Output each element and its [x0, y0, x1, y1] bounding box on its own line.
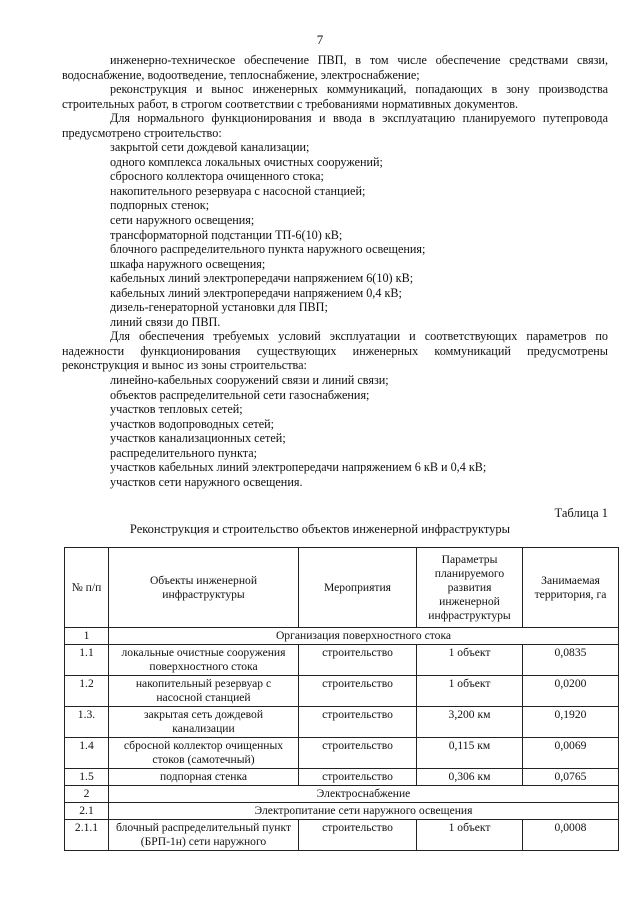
list-item: объектов распределительной сети газоснабжения;: [110, 387, 370, 402]
header-measures: Мероприятия: [299, 548, 417, 628]
parameter: 1 объект: [417, 645, 523, 676]
parameter: 3,200 км: [417, 707, 523, 738]
body-text: [62, 53, 608, 489]
parameter: 1 объект: [417, 820, 523, 851]
territory: 0,0008: [523, 820, 619, 851]
header-number: № п/п: [65, 548, 109, 628]
list-item: подпорных стенок;: [110, 198, 210, 213]
list-item: трансформаторной подстанции ТП-6(10) кВ;: [110, 227, 343, 242]
row-number: 1.1: [65, 645, 109, 676]
infrastructure-table: [64, 547, 619, 851]
list-item: линий связи до ПВП.: [110, 314, 221, 329]
measure: строительство: [299, 676, 417, 707]
list-item: одного комплекса локальных очистных сооружений;: [110, 154, 383, 169]
table-section-row: [65, 803, 619, 820]
territory: 0,0765: [523, 769, 619, 786]
list-item: шкафа наружного освещения;: [110, 256, 266, 271]
list-item: участков тепловых сетей;: [110, 402, 243, 417]
parameter: 1 объект: [417, 676, 523, 707]
table-row: [65, 820, 619, 851]
list-item: блочного распределительного пункта наружного освещения;: [110, 242, 426, 257]
object-name: накопительный резервуар с насосной станцией: [109, 676, 299, 707]
object-name: сбросной коллектор очищенных стоков (самотечный): [109, 738, 299, 769]
list-item: участков водопроводных сетей;: [110, 416, 275, 431]
section-title: Электропитание сети наружного освещения: [109, 803, 619, 820]
parameter: 0,306 км: [417, 769, 523, 786]
list-item: закрытой сети дождевой канализации;: [110, 140, 310, 155]
row-number: 1.3.: [65, 707, 109, 738]
territory: 0,0835: [523, 645, 619, 676]
page-number: 7: [316, 32, 324, 47]
row-number: 1.5: [65, 769, 109, 786]
list-item: кабельных линий электропередачи напряжением 0,4 кВ;: [110, 285, 402, 300]
object-name: локальные очистные сооружения поверхностного стока: [109, 645, 299, 676]
list-item: накопительного резервуара с насосной станцией;: [110, 183, 366, 198]
parameter: 0,115 км: [417, 738, 523, 769]
section-number: 2: [65, 786, 109, 803]
list-item: сбросного коллектора очищенного стока;: [110, 169, 324, 184]
table-row: [65, 738, 619, 769]
measure: строительство: [299, 707, 417, 738]
table-body: [65, 628, 619, 851]
table-section-row: [65, 786, 619, 803]
list-item: дизель-генераторной установки для ПВП;: [110, 300, 328, 315]
list-item: сети наружного освещения;: [110, 213, 255, 228]
header-object: Объекты инженерной инфраструктуры: [109, 548, 299, 628]
measure: строительство: [299, 645, 417, 676]
territory: 0,1920: [523, 707, 619, 738]
row-number: 1.4: [65, 738, 109, 769]
measure: строительство: [299, 769, 417, 786]
section-number: 2.1: [65, 803, 109, 820]
paragraph: Для обеспечения требуемых условий эксплуатации и соответствующих параметров по надежности функционирования существующих инженерных коммуникаций предусмотрены реконструкция и вынос из зоны строительства:: [62, 329, 608, 373]
list-item: участков сети наружного освещения.: [110, 474, 303, 489]
table-title: Реконструкция и строительство объектов инженерной инфраструктуры: [129, 522, 511, 536]
table-row: [65, 676, 619, 707]
row-number: 1.2: [65, 676, 109, 707]
header-territory: Занимаемая территория, га: [523, 548, 619, 628]
table-row: [65, 769, 619, 786]
territory: 0,0069: [523, 738, 619, 769]
paragraph: Для нормального функционирования и ввода в эксплуатацию планируемого путепровода предусмотрено строительство:: [62, 111, 608, 140]
section-title: Электроснабжение: [109, 786, 619, 803]
list-item: линейно-кабельных сооружений связи и линий связи;: [110, 373, 389, 388]
object-name: подпорная стенка: [109, 769, 299, 786]
object-name: блочный распределительный пункт (БРП-1н) сети наружного: [109, 820, 299, 851]
territory: 0,0200: [523, 676, 619, 707]
table-label: Таблица 1: [554, 506, 608, 520]
list-item: кабельных линий электропередачи напряжением 6(10) кВ;: [110, 271, 414, 286]
list-item: участков канализационных сетей;: [110, 431, 286, 446]
row-number: 2.1.1: [65, 820, 109, 851]
table-header-row: [65, 548, 619, 628]
paragraph: инженерно-техническое обеспечение ПВП, в том числе обеспечение средствами связи, водоснабжение, водоотведение, теплоснабжение, электроснабжение;: [62, 53, 608, 82]
header-parameters: Параметры планируемого развития инженерной инфраструктуры: [417, 548, 523, 628]
section-number: 1: [65, 628, 109, 645]
object-name: закрытая сеть дождевой канализации: [109, 707, 299, 738]
paragraph: реконструкция и вынос инженерных коммуникаций, попадающих в зону производства строительных работ, в строгом соответствии с требованиями нормативных документов.: [62, 82, 608, 111]
table-section-row: [65, 628, 619, 645]
table-row: [65, 645, 619, 676]
measure: строительство: [299, 820, 417, 851]
list-item: распределительного пункта;: [110, 445, 257, 460]
list-item: участков кабельных линий электропередачи напряжением 6 кВ и 0,4 кВ;: [110, 460, 487, 475]
section-title: Организация поверхностного стока: [109, 628, 619, 645]
measure: строительство: [299, 738, 417, 769]
table-row: [65, 707, 619, 738]
